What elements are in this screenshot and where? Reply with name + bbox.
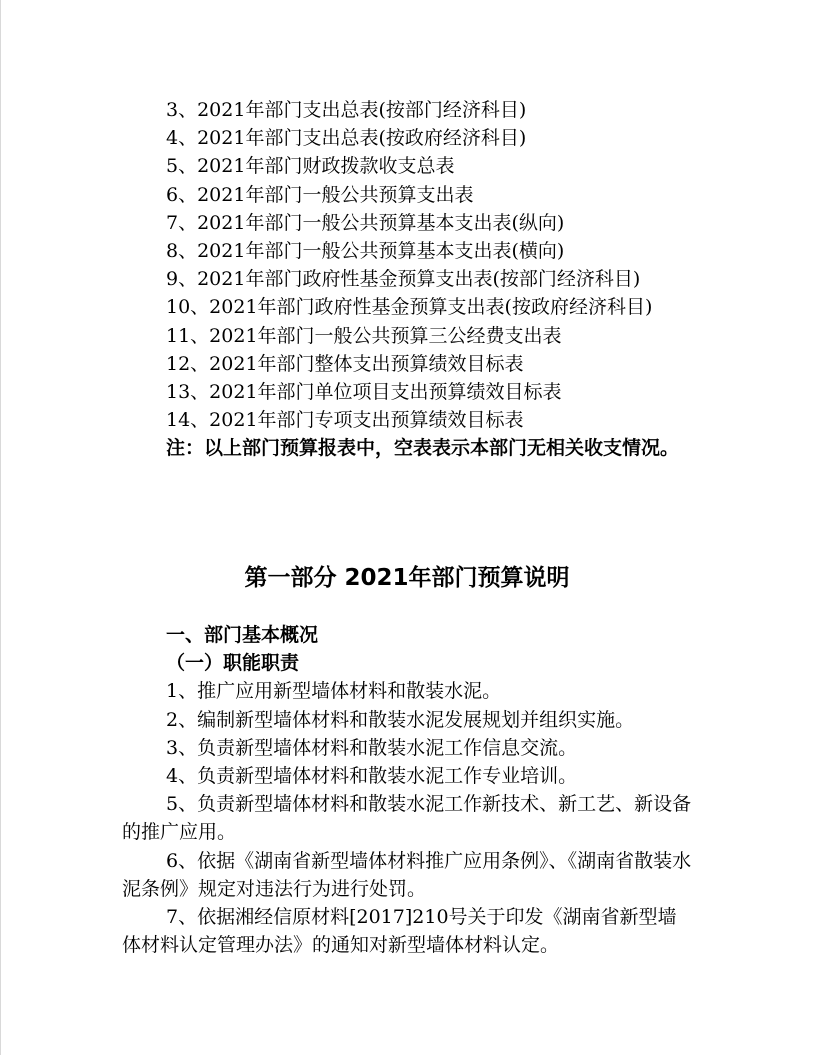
report-list-item: 5、2021年部门财政拨款收支总表 — [166, 155, 455, 178]
empty-table-note: 注：以上部门预算报表中，空表表示本部门无相关收支情况。 — [166, 437, 680, 460]
report-list-item: 12、2021年部门整体支出预算绩效目标表 — [166, 352, 524, 375]
report-list-item: 10、2021年部门政府性基金预算支出表(按政府经济科目) — [166, 296, 653, 319]
duty-item: 1、推广应用新型墙体材料和散装水泥。 — [166, 680, 502, 703]
department-overview-section — [122, 621, 692, 959]
report-list-item: 3、2021年部门支出总表(按部门经济科目) — [166, 99, 527, 121]
duty-item: 2、编制新型墙体材料和散装水泥发展规划并组织实施。 — [166, 708, 635, 731]
report-list-item: 13、2021年部门单位项目支出预算绩效目标表 — [166, 381, 562, 404]
report-list-item: 11、2021年部门一般公共预算三公经费支出表 — [166, 324, 562, 347]
part-title: 第一部分 2021年部门预算说明 — [244, 565, 570, 591]
section-heading: 一、部门基本概况 — [166, 624, 319, 646]
report-list — [122, 96, 692, 463]
duty-item: 7、依据湘经信原材料[2017]210号关于印发《湖南省新型墙体材料认定管理办法》的通知对新型墙体材料认定。 — [122, 906, 677, 957]
report-list-item: 7、2021年部门一般公共预算基本支出表(纵向) — [166, 211, 565, 234]
duty-item: 3、负责新型墙体材料和散装水泥工作信息交流。 — [166, 736, 578, 759]
report-list-item: 8、2021年部门一般公共预算基本支出表(横向) — [166, 240, 565, 263]
duty-item: 4、负责新型墙体材料和散装水泥工作专业培训。 — [166, 765, 578, 788]
duty-item: 5、负责新型墙体材料和散装水泥工作新技术、新工艺、新设备的推广应用。 — [122, 793, 692, 844]
report-list-item: 14、2021年部门专项支出预算绩效目标表 — [166, 409, 524, 432]
report-list-item: 6、2021年部门一般公共预算支出表 — [166, 183, 474, 206]
duty-item: 6、依据《湖南省新型墙体材料推广应用条例》、《湖南省散装水泥条例》规定对违法行为进行处罚。 — [122, 849, 692, 900]
report-list-item: 9、2021年部门政府性基金预算支出表(按部门经济科目) — [166, 268, 641, 291]
section-subheading: （一）职能职责 — [166, 652, 300, 675]
report-list-item: 4、2021年部门支出总表(按政府经济科目) — [166, 127, 527, 150]
